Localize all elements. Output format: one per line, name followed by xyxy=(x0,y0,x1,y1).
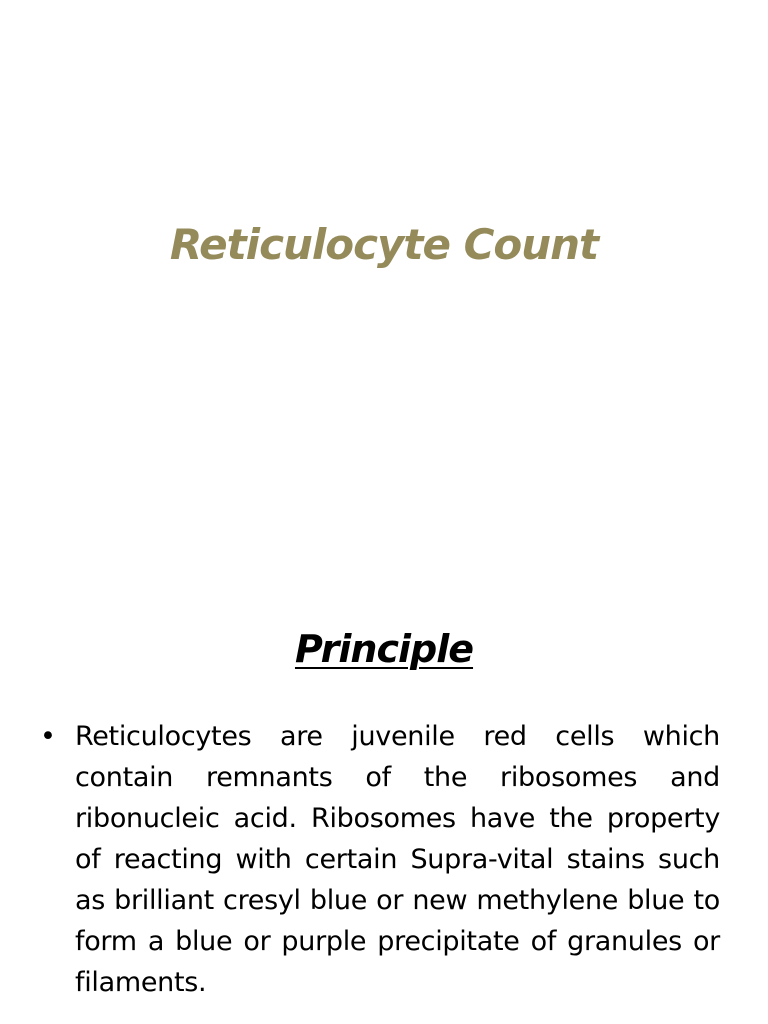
section-heading: Principle xyxy=(294,627,474,671)
bullet-item xyxy=(40,716,720,1003)
bullet-text: Reticulocytes are juvenile red cells which contain remnants of the ribosomes and ribonucleic acid. Ribosomes have the property of reacting with certain Supra-vital stains such as brilliant cresyl blue or new methylene blue to form a blue or purple precipitate of granules or filaments. xyxy=(75,721,720,998)
bullet-marker: • xyxy=(40,721,56,752)
bullet-list xyxy=(40,716,720,1003)
slide-title: Reticulocyte Count xyxy=(169,220,599,269)
